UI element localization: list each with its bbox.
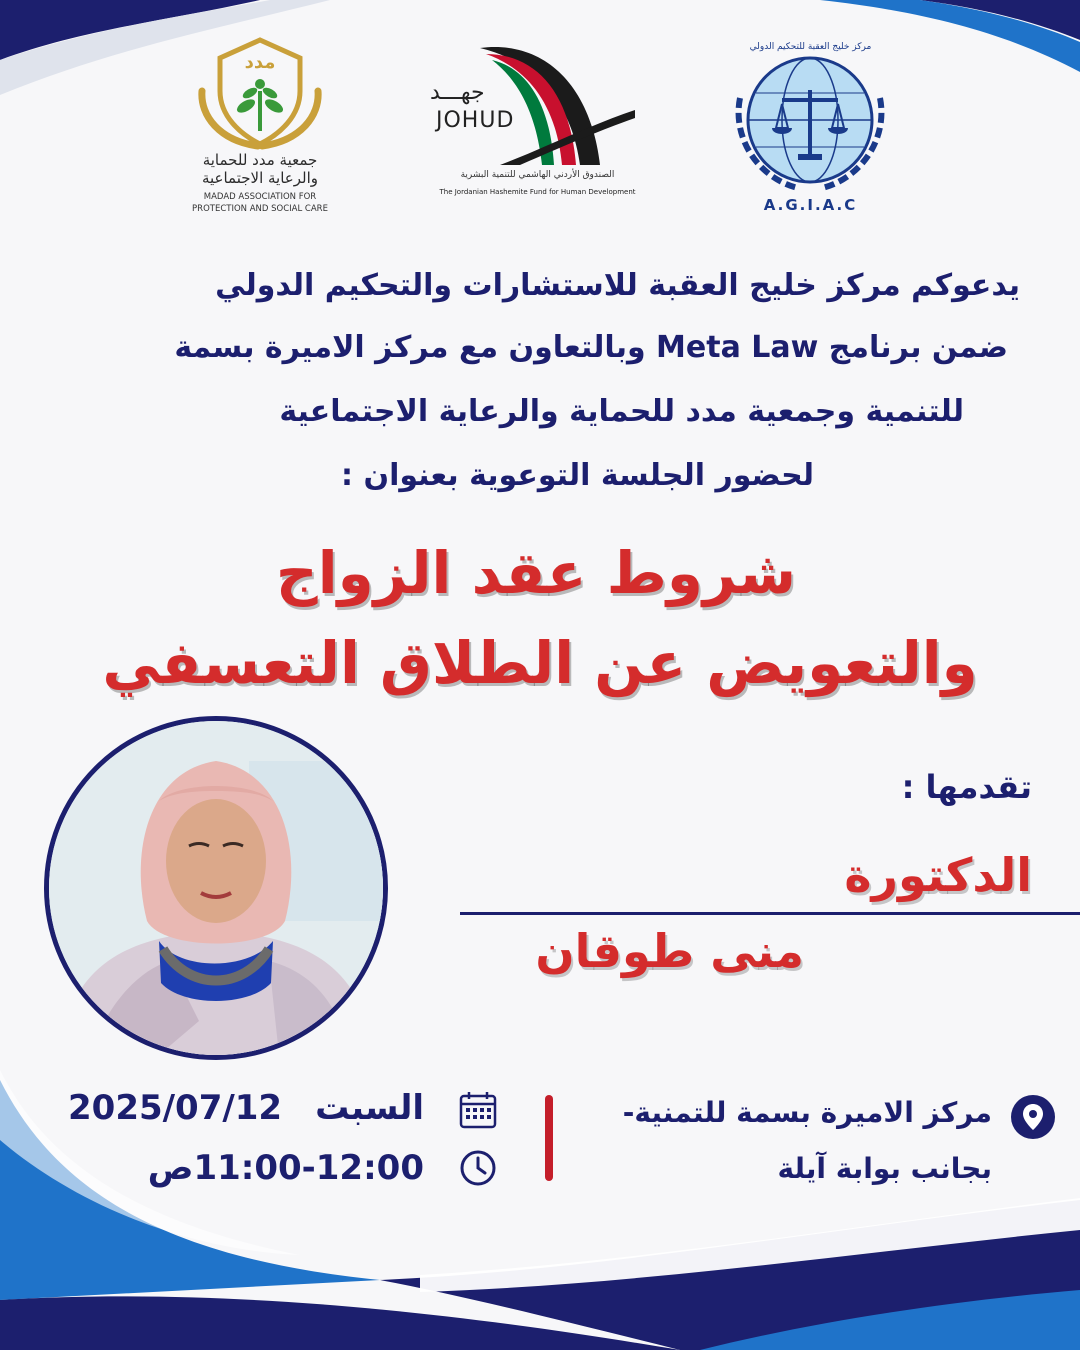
location-line-1: مركز الاميرة بسمة للتمنية- bbox=[622, 1096, 992, 1129]
johud-ar-mark: جهـــد bbox=[430, 80, 485, 105]
johud-en-name: The Jordanian Hashemite Fund for Human Development bbox=[439, 188, 636, 196]
invitation-line-2: ضمن برنامج Meta Law وبالتعاون مع مركز الاميرة بسمة bbox=[174, 330, 1008, 365]
presenter-portrait bbox=[49, 721, 383, 1055]
presenter-honorific: الدكتورة bbox=[844, 848, 1032, 902]
session-title-line-1: شروط عقد الزواج bbox=[275, 539, 797, 607]
event-date: 2025/07/12 bbox=[68, 1088, 283, 1128]
invitation-line-4: لحضور الجلسة التوعوية بعنوان : bbox=[341, 458, 814, 493]
presenter-name: منى طوقان bbox=[535, 924, 804, 978]
presenter-photo bbox=[44, 716, 388, 1060]
details-divider bbox=[545, 1095, 553, 1181]
johud-en-mark: JOHUD bbox=[436, 108, 515, 133]
event-day: السبت bbox=[315, 1088, 424, 1128]
madad-name-en-1: MADAD ASSOCIATION FOR bbox=[203, 192, 317, 202]
invitation-line-1: يدعوكم مركز خليج العقبة للاستشارات والتحكيم الدولي bbox=[215, 268, 1020, 303]
madad-logo bbox=[180, 36, 340, 221]
invitation-line-3: للتنمية وجمعية مدد للحماية والرعاية الاجتماعية bbox=[279, 394, 964, 429]
madad-name-ar-1: جمعية مدد للحماية bbox=[202, 151, 318, 169]
madad-name-en-2: PROTECTION AND SOCIAL CARE bbox=[192, 204, 328, 214]
location-line-2: بجانب بوابة آيلة bbox=[777, 1152, 992, 1185]
agiac-acronym: A.G.I.A.C bbox=[763, 196, 858, 214]
location-pin-icon bbox=[1010, 1094, 1056, 1140]
calendar-icon bbox=[458, 1090, 498, 1130]
johud-swoosh-icon bbox=[430, 40, 645, 170]
session-title-line-2: والتعويض عن الطلاق التعسفي bbox=[102, 629, 978, 697]
globe-scales-icon bbox=[718, 38, 903, 198]
madad-badge-text: مدد bbox=[244, 52, 276, 73]
name-underline bbox=[460, 912, 1080, 915]
johud-logo bbox=[430, 40, 645, 205]
event-time: 11:00-12:00ص bbox=[147, 1148, 424, 1188]
presenter-label: تقدمها : bbox=[901, 768, 1032, 806]
madad-name-ar-2: والرعاية الاجتماعية bbox=[201, 169, 319, 187]
agiac-arc-text: مركز خليج العقبة للتحكيم الدولي bbox=[749, 42, 872, 52]
clock-icon bbox=[458, 1148, 498, 1188]
agiac-logo bbox=[718, 38, 903, 218]
johud-ar-name: الصندوق الأردني الهاشمي للتنمية البشرية bbox=[460, 170, 615, 180]
